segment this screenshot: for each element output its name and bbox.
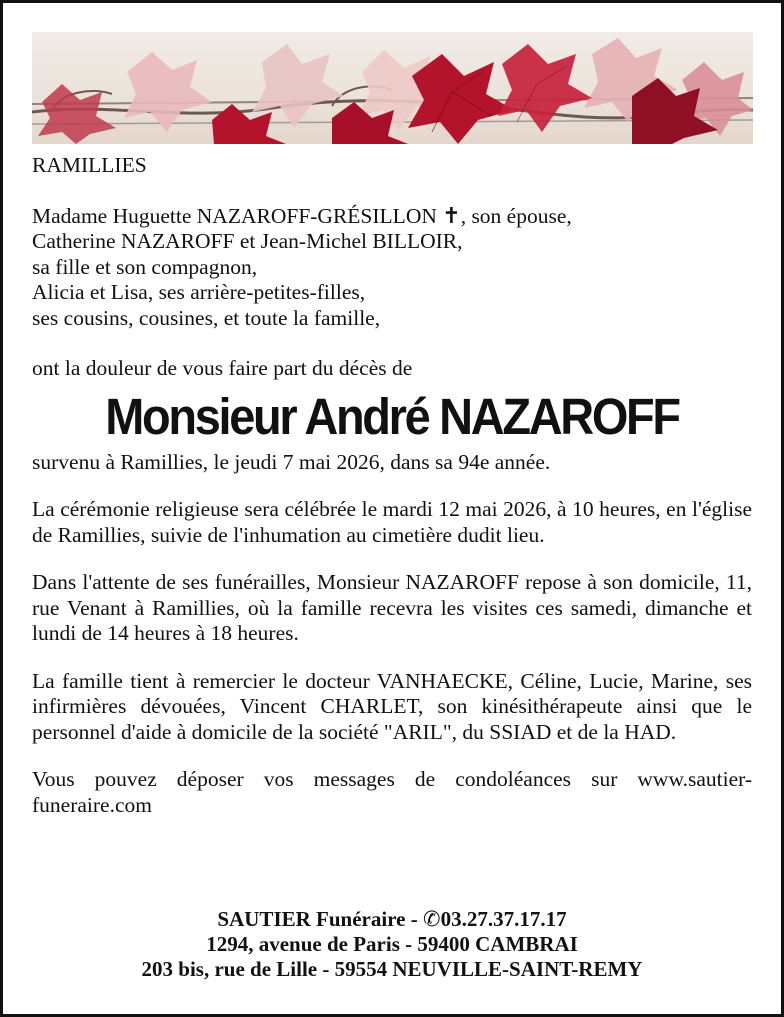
viewing-paragraph: Dans l'attente de ses funérailles, Monsieur NAZAROFF repose à son domicile, 11, rue Venant à Ramillies, où la famille recevra les visites ces samedi, dimanche et lundi de 14 heures à 18 heures. bbox=[32, 570, 752, 645]
address-line-1: 1294, avenue de Paris - 59400 CAMBRAI bbox=[206, 932, 578, 956]
funeral-home-footer bbox=[32, 907, 752, 982]
family-line-spouse-relation: , son épouse, bbox=[460, 203, 572, 228]
condolences-paragraph: Vous pouvez déposer vos messages de condoléances sur www.sautier-funeraire.com bbox=[32, 767, 752, 817]
announcement-intro: ont la douleur de vous faire part du décès de bbox=[32, 356, 413, 380]
location-heading: RAMILLIES bbox=[32, 153, 147, 177]
family-line-daughter: Catherine NAZAROFF et Jean-Michel BILLOIR, bbox=[32, 229, 463, 253]
address-line-2: 203 bis, rue de Lille - 59554 NEUVILLE-SAINT-REMY bbox=[141, 957, 643, 981]
death-notice: survenu à Ramillies, le jeudi 7 mai 2026, dans sa 94e année. bbox=[32, 449, 551, 474]
deceased-name: Monsieur André NAZAROFF bbox=[105, 387, 679, 445]
family-line-cousins: ses cousins, cousines, et toute la famille, bbox=[32, 305, 381, 330]
family-line-spouse: Madame Huguette NAZAROFF-GRÉSILLON bbox=[32, 203, 437, 228]
vine-leaves-image bbox=[32, 32, 753, 144]
notice-body bbox=[32, 153, 752, 818]
vine-leaves-banner bbox=[32, 32, 753, 144]
family-list bbox=[32, 204, 752, 332]
ceremony-paragraph: La cérémonie religieuse sera célébrée le mardi 12 mai 2026, à 10 heures, en l'église de Ramillies, suivie de l'inhumation au cimetière dudit lieu. bbox=[32, 497, 752, 547]
family-line-daughter-relation: sa fille et son compagnon, bbox=[32, 254, 258, 279]
company-line bbox=[32, 907, 752, 932]
thanks-paragraph: La famille tient à remercier le docteur VANHAECKE, Céline, Lucie, Marine, ses infirmières dévouées, Vincent CHARLET, son kinésithérapeute ainsi que le personnel d'aide à domicile de la société "ARIL", du SSIAD et de la HAD. bbox=[32, 668, 752, 744]
company-phone: 03.27.37.17.17 bbox=[440, 907, 567, 931]
company-name: SAUTIER Funéraire - bbox=[217, 907, 423, 931]
family-line-great-grandchildren: Alicia et Lisa, ses arrière-petites-filles, bbox=[32, 280, 366, 304]
cross-icon: ✝ bbox=[442, 203, 461, 229]
phone-icon: ✆ bbox=[422, 907, 441, 931]
